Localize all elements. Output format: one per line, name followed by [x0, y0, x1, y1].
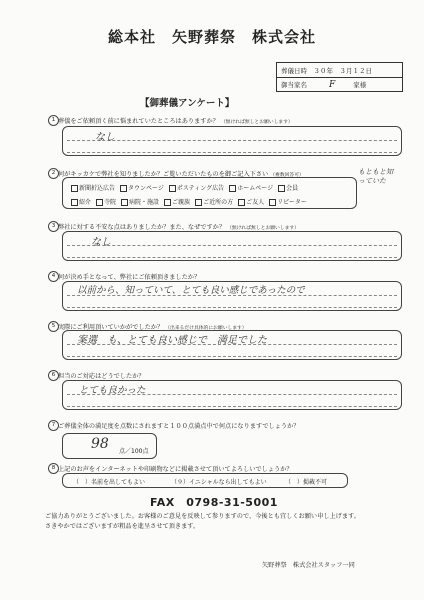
option-label: ご近所の方 — [203, 199, 234, 206]
option-label: ご友人 — [246, 199, 265, 206]
question-text: ご葬儀全体の満足度を点数にされますと１００点満点中で何点になりますでしょうか？ — [58, 423, 300, 430]
family-name-label: 御当家名 — [281, 81, 307, 89]
option-item[interactable] — [69, 185, 115, 192]
option-item[interactable] — [276, 185, 298, 192]
option-label: タウンページ — [128, 185, 164, 192]
company-title: 総本社 矢野葬祭 株式会社 — [107, 28, 316, 46]
checkbox[interactable] — [121, 199, 128, 206]
question-note: （複数回答可） — [270, 173, 304, 178]
question-3 — [51, 222, 299, 231]
question-number: 3 — [48, 221, 59, 232]
side-handwritten-note: もともと知っていた — [358, 168, 393, 185]
checkbox[interactable] — [195, 199, 202, 206]
answer-box-3 — [62, 231, 402, 261]
fax-number: FAX 0798-31-5001 — [150, 496, 278, 509]
question-number: 1 — [48, 115, 59, 126]
answer-box-6 — [62, 380, 402, 410]
question-text: 担当のご対応はどうでしたか？ — [58, 373, 145, 380]
publish-option-initials: （９）イニシャルなら出してもよい — [171, 479, 267, 486]
question-text: 弊社に対する不安な点はありましたか？また、なぜですか？ — [58, 224, 226, 231]
option-item[interactable] — [267, 199, 307, 206]
publish-option-none: （ ）掲載不可 — [285, 479, 328, 486]
answer-box-1 — [62, 126, 402, 156]
checkbox[interactable] — [238, 199, 245, 206]
option-item[interactable] — [162, 199, 190, 206]
answer-1: なし — [95, 132, 115, 143]
option-label: 寺院 — [104, 199, 117, 206]
answer-box-4 — [62, 281, 402, 311]
options-row-1 — [69, 183, 301, 192]
option-label: ポスティング広告 — [176, 185, 225, 192]
option-label: 新聞折込広告 — [79, 185, 116, 192]
checkbox[interactable] — [71, 199, 78, 206]
checkbox[interactable] — [120, 185, 127, 192]
question-number: 6 — [48, 370, 59, 381]
score-unit: 点／100点 — [119, 448, 149, 455]
option-item[interactable] — [69, 199, 91, 206]
answer-3: なし — [91, 237, 111, 248]
option-item[interactable] — [236, 199, 264, 206]
question-text: 葬儀をご依頼頂く前に悩まれていたところはありますか？ — [58, 118, 219, 125]
question-number: 8 — [48, 463, 59, 474]
family-name-suffix: 家様 — [353, 81, 367, 89]
option-item[interactable] — [167, 185, 224, 192]
publish-options-box — [62, 473, 348, 488]
question-number: 4 — [48, 271, 59, 282]
question-note: （無ければ無しとお願いします） — [220, 120, 293, 125]
score-value: 98 — [91, 436, 109, 452]
publish-option-name: （ ）名前を出してもよい — [73, 479, 146, 486]
question-number: 7 — [48, 420, 59, 431]
option-item[interactable] — [227, 185, 273, 192]
option-item[interactable] — [94, 199, 116, 206]
score-box — [62, 433, 157, 459]
option-label: ホームページ — [237, 185, 274, 192]
question-number: 2 — [48, 168, 59, 179]
question-4 — [51, 272, 201, 281]
family-name-value: F — [329, 79, 336, 90]
funeral-date: 葬儀日時 ３０年 ３月１２日 — [281, 66, 372, 75]
option-label: ご親族 — [172, 199, 191, 206]
question-text: 実際にご利用頂いていかがでしたか？ — [58, 324, 164, 331]
question-number: 5 — [48, 321, 59, 332]
answer-4: 以前から、知っていて、とても良い感じであったので — [77, 285, 305, 296]
closing-message — [45, 512, 360, 532]
options-box-2 — [62, 177, 357, 209]
question-6 — [51, 371, 145, 380]
closing-line-1: ご協力ありがとうございました。お客様のご意見を反映して参りますので、今後とも宜しくお願い申し上げます。 — [45, 513, 360, 520]
checkbox[interactable] — [278, 185, 285, 192]
question-7 — [51, 421, 300, 430]
option-item[interactable] — [118, 185, 164, 192]
option-label: リピーター — [277, 199, 307, 206]
checkbox[interactable] — [269, 199, 276, 206]
question-text: 何がキッカケで弊社を知りましたか？ご覧いただいたものを御ご記入下さい — [58, 171, 269, 178]
question-note: （出来るだけ具体的にお願いします） — [165, 326, 247, 331]
checkbox[interactable] — [96, 199, 103, 206]
question-1 — [51, 116, 293, 125]
survey-heading: 【御葬儀アンケート】 — [140, 98, 235, 109]
option-label: 病院・施設 — [129, 199, 160, 206]
answer-box-5 — [62, 330, 402, 360]
option-label: 紹介 — [79, 199, 92, 206]
funeral-info-box — [276, 62, 403, 92]
question-8 — [51, 464, 293, 473]
family-name-row — [277, 77, 402, 91]
question-text: 上記のお声をインターネットや印刷物などに掲載させて頂いてよろしいでしょうか？ — [58, 466, 293, 473]
answer-5: 案選 も、とても良い感じで 満足でした — [77, 335, 267, 346]
closing-line-2: さきやかではございますが粗品を進呈させて頂きます。 — [45, 523, 200, 530]
checkbox[interactable] — [164, 199, 171, 206]
footer-signature: 矢野葬祭 株式会社スタッフ一同 — [262, 562, 355, 569]
options-row-2 — [69, 197, 310, 206]
option-item[interactable] — [193, 199, 233, 206]
question-text: 何が決め手となって、弊社にご依頼頂きましたか？ — [58, 274, 201, 281]
checkbox[interactable] — [71, 185, 78, 192]
option-item[interactable] — [119, 199, 159, 206]
checkbox[interactable] — [169, 185, 176, 192]
option-label: 会員 — [286, 185, 299, 192]
question-note: （無ければ無しとお願いします） — [227, 226, 299, 231]
checkbox[interactable] — [229, 185, 236, 192]
answer-6: とても良かった — [79, 385, 146, 396]
